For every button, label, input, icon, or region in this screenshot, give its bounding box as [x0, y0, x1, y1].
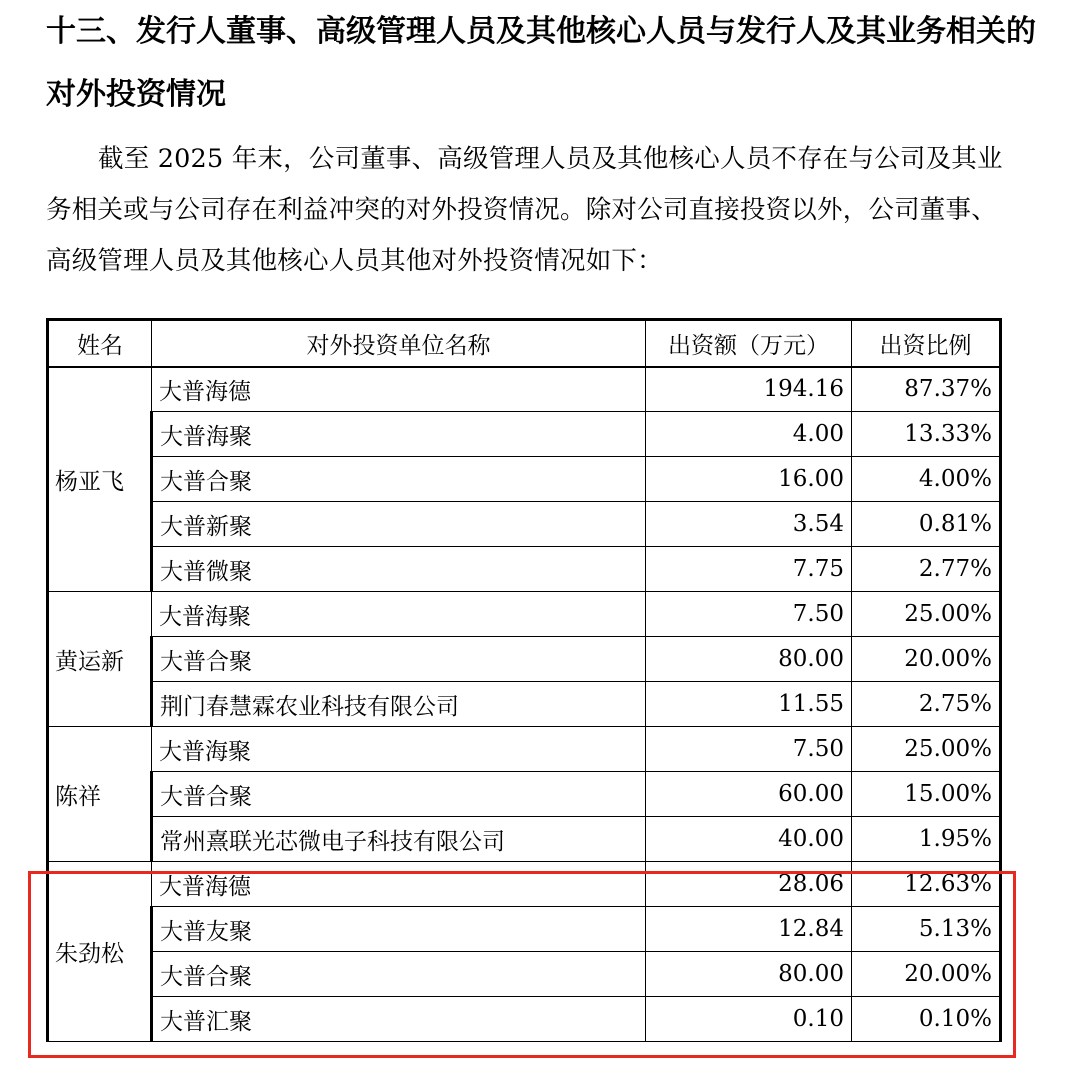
company-cell: 大普微聚	[152, 547, 646, 592]
ratio-cell: 2.75%	[852, 682, 1001, 727]
table-row	[48, 367, 1001, 412]
ratio-cell: 1.95%	[852, 817, 1001, 862]
company-cell: 大普海德	[152, 862, 646, 907]
company-cell: 大普合聚	[152, 772, 646, 817]
company-cell: 大普合聚	[152, 637, 646, 682]
company-cell: 大普汇聚	[152, 997, 646, 1042]
table-row	[48, 457, 1001, 502]
person-cell: 陈祥	[48, 727, 152, 862]
header-ratio: 出资比例	[852, 320, 1001, 367]
company-cell: 大普海德	[152, 367, 646, 412]
ratio-cell: 2.77%	[852, 547, 1001, 592]
amount-cell: 7.75	[646, 547, 852, 592]
company-cell: 大普海聚	[152, 727, 646, 772]
table-row	[48, 637, 1001, 682]
ratio-cell: 12.63%	[852, 862, 1001, 907]
company-cell: 大普海聚	[152, 592, 646, 637]
section-title: 十三、发行人董事、高级管理人员及其他核心人员与发行人及其业务相关的对外投资情况	[46, 14, 1036, 112]
table-row	[48, 817, 1001, 862]
table-row	[48, 682, 1001, 727]
company-cell: 大普友聚	[152, 907, 646, 952]
company-cell: 常州熹联光芯微电子科技有限公司	[152, 817, 646, 862]
amount-cell: 12.84	[646, 907, 852, 952]
ratio-cell: 0.81%	[852, 502, 1001, 547]
amount-cell: 16.00	[646, 457, 852, 502]
investment-table	[46, 318, 1002, 1042]
company-cell: 大普海聚	[152, 412, 646, 457]
amount-cell: 0.10	[646, 997, 852, 1042]
amount-cell: 4.00	[646, 412, 852, 457]
amount-cell: 80.00	[646, 637, 852, 682]
table-row	[48, 997, 1001, 1042]
person-cell: 朱劲松	[48, 862, 152, 1042]
table-header-row	[48, 320, 1001, 367]
header-amount: 出资额（万元）	[646, 320, 852, 367]
table-row	[48, 592, 1001, 637]
table-row	[48, 862, 1001, 907]
table-row	[48, 502, 1001, 547]
table-row	[48, 907, 1001, 952]
ratio-cell: 0.10%	[852, 997, 1001, 1042]
ratio-cell: 25.00%	[852, 592, 1001, 637]
amount-cell: 194.16	[646, 367, 852, 412]
section-paragraph: 截至 2025 年末，公司董事、高级管理人员及其他核心人员不存在与公司及其业务相关或与公司存在利益冲突的对外投资情况。除对公司直接投资以外，公司董事、高级管理人员及其他核心人员其他对外投资情况如下：	[46, 144, 1003, 276]
company-cell: 大普新聚	[152, 502, 646, 547]
amount-cell: 28.06	[646, 862, 852, 907]
table-row	[48, 772, 1001, 817]
ratio-cell: 87.37%	[852, 367, 1001, 412]
amount-cell: 11.55	[646, 682, 852, 727]
company-cell: 大普合聚	[152, 952, 646, 997]
ratio-cell: 4.00%	[852, 457, 1001, 502]
header-company: 对外投资单位名称	[152, 320, 646, 367]
amount-cell: 3.54	[646, 502, 852, 547]
table-row	[48, 412, 1001, 457]
ratio-cell: 15.00%	[852, 772, 1001, 817]
ratio-cell: 5.13%	[852, 907, 1001, 952]
ratio-cell: 20.00%	[852, 637, 1001, 682]
amount-cell: 60.00	[646, 772, 852, 817]
table-row	[48, 952, 1001, 997]
company-cell: 大普合聚	[152, 457, 646, 502]
person-cell: 黄运新	[48, 592, 152, 727]
header-name: 姓名	[48, 320, 152, 367]
table-row	[48, 547, 1001, 592]
amount-cell: 40.00	[646, 817, 852, 862]
amount-cell: 7.50	[646, 727, 852, 772]
ratio-cell: 13.33%	[852, 412, 1001, 457]
amount-cell: 80.00	[646, 952, 852, 997]
company-cell: 荆门春慧霖农业科技有限公司	[152, 682, 646, 727]
ratio-cell: 25.00%	[852, 727, 1001, 772]
ratio-cell: 20.00%	[852, 952, 1001, 997]
table-row	[48, 727, 1001, 772]
person-cell: 杨亚飞	[48, 367, 152, 592]
amount-cell: 7.50	[646, 592, 852, 637]
